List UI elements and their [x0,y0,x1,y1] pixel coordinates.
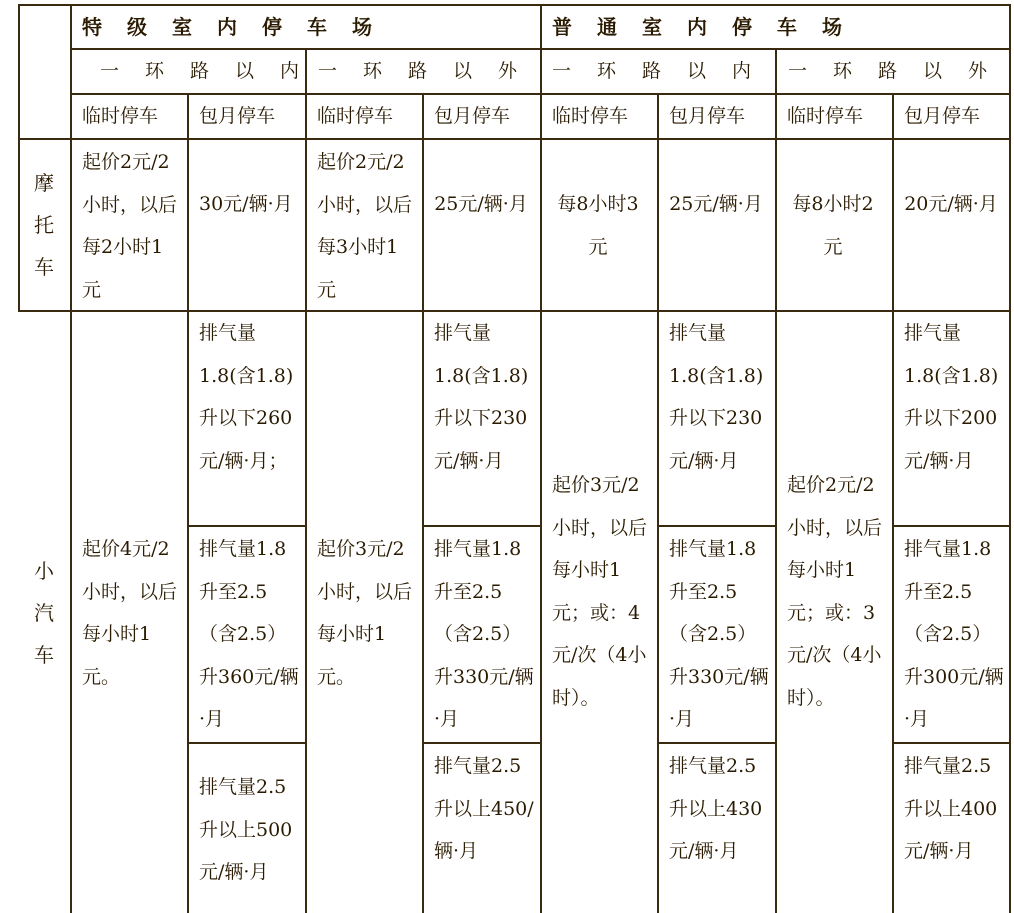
car-ordinary-outside-temp: 起价2元/2小时，以后每小时1元；或：3元/次（4小时）。 [787,474,883,709]
header-ring-outside: 一环路以外 [318,60,544,82]
moto-special-outside-monthly: 25元/辆·月 [434,193,528,215]
moto-ordinary-inside-temp: 每8小时3元 [557,193,639,258]
row-label-car: 小汽车 [34,559,54,667]
car-special-outside-monthly-tier2: 排气量1.8升至2.5（含2.5）升330元/辆·月 [434,538,534,730]
car-ordinary-inside-monthly-tier2: 排气量1.8升至2.5（含2.5）升330元/辆·月 [669,538,769,730]
header-monthly: 包月停车 [434,105,511,127]
row-label-motorcycle: 摩托车 [34,171,54,279]
header-temp: 临时停车 [317,105,394,127]
moto-ordinary-outside-monthly: 20元/辆·月 [904,193,998,215]
header-special-indoor: 特级室内停车场 [82,15,397,39]
car-special-outside-temp: 起价3元/2小时，以后每小时1元。 [317,538,413,688]
header-monthly: 包月停车 [199,105,276,127]
car-special-inside-monthly-tier3: 排气量2.5升以上500元/辆·月 [199,776,293,883]
header-temp: 临时停车 [787,105,864,127]
header-ring-inside: 一环路以内 [552,60,778,82]
car-ordinary-inside-monthly-tier3: 排气量2.5升以上430元/辆·月 [669,755,763,862]
car-special-inside-monthly-tier1: 排气量1.8(含1.8)升以下260元/辆·月； [199,322,294,472]
car-special-inside-temp: 起价4元/2小时，以后每小时1元。 [82,538,178,688]
car-ordinary-outside-monthly-tier2: 排气量1.8升至2.5（含2.5）升300元/辆·月 [904,538,1004,730]
moto-ordinary-outside-temp: 每8小时2元 [792,193,874,258]
moto-special-outside-temp: 起价2元/2小时，以后每3小时1元 [317,151,413,301]
header-ordinary-indoor: 普通室内停车场 [552,15,867,39]
car-special-outside-monthly-tier1: 排气量1.8(含1.8)升以下230元/辆·月 [434,322,529,472]
header-monthly: 包月停车 [904,105,981,127]
car-ordinary-inside-temp: 起价3元/2小时，以后每小时1元；或：4元/次（4小时）。 [552,474,648,709]
moto-special-inside-temp: 起价2元/2小时，以后每2小时1元 [82,151,178,301]
moto-special-inside-monthly: 30元/辆·月 [199,193,293,215]
car-special-outside-monthly-tier3: 排气量2.5升以上450/辆·月 [434,755,534,862]
car-ordinary-outside-monthly-tier1: 排气量1.8(含1.8)升以下200元/辆·月 [904,322,999,472]
car-ordinary-inside-monthly-tier1: 排气量1.8(含1.8)升以下230元/辆·月 [669,322,764,472]
header-temp: 临时停车 [552,105,629,127]
header-ring-inside: 一环路以内 [100,60,326,82]
car-ordinary-outside-monthly-tier3: 排气量2.5升以上400元/辆·月 [904,755,998,862]
car-special-inside-monthly-tier2: 排气量1.8升至2.5（含2.5）升360元/辆·月 [199,538,299,730]
moto-ordinary-inside-monthly: 25元/辆·月 [669,193,763,215]
header-ring-outside: 一环路以外 [788,60,1014,82]
header-temp: 临时停车 [82,105,159,127]
header-monthly: 包月停车 [669,105,746,127]
